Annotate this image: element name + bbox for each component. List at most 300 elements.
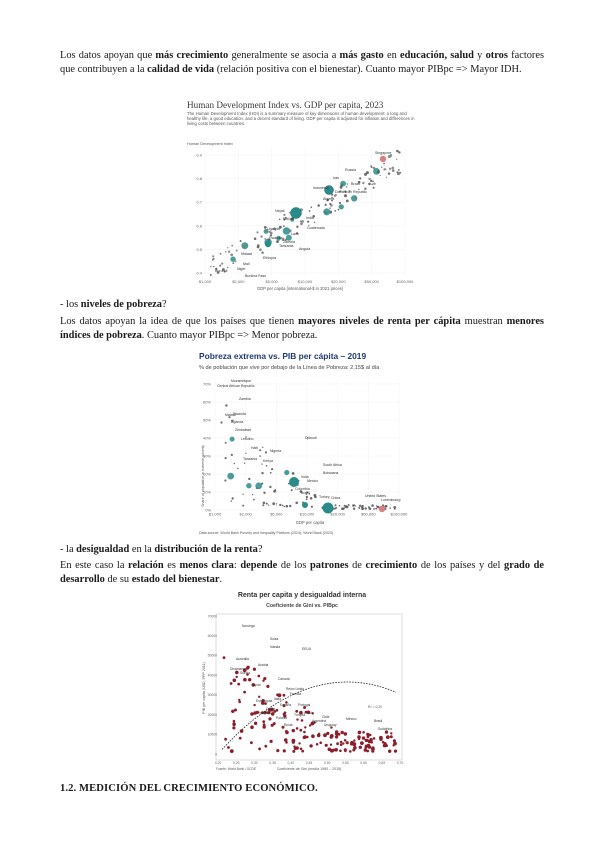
figure2-point — [244, 463, 245, 464]
figure3-point — [317, 734, 321, 738]
figure1-point — [257, 246, 260, 249]
figure3-country-label: Australia — [236, 657, 249, 661]
figure1-point — [213, 258, 215, 260]
figure2-point — [245, 453, 246, 454]
figure3-point — [283, 749, 286, 752]
figure3-country-label: Corea — [266, 707, 275, 711]
figure3-point — [263, 677, 266, 680]
figure1-country-label: Uganda — [267, 227, 280, 231]
figure3-point — [390, 732, 392, 734]
figure3-x-tick: 0,70 — [396, 761, 404, 765]
figure1-point — [240, 240, 242, 242]
figure1-country-label: Algeria — [323, 197, 335, 201]
figure2-point — [348, 504, 350, 506]
paragraph-poverty-question: - los niveles de pobreza? — [60, 299, 167, 310]
figure2-x-tick: $10,000 — [299, 511, 315, 517]
figure3-country-label: Argentina — [312, 719, 327, 723]
figure3-x-tick: 0,60 — [360, 761, 367, 765]
figure3-point — [316, 743, 319, 746]
figure3-point — [372, 746, 375, 749]
figure2-point — [276, 503, 277, 504]
figure3-point — [358, 737, 361, 740]
figure3-country-label: Suecia — [240, 671, 251, 675]
figure3-point — [368, 740, 371, 743]
figure3-point — [336, 742, 339, 745]
figure3-point — [227, 746, 230, 749]
figure2-point — [263, 502, 266, 505]
figure3-point — [335, 735, 338, 738]
figure3-point — [344, 748, 347, 751]
figure3-country-label: Eslovaquia — [256, 699, 273, 703]
figure1-point — [236, 250, 238, 252]
figure2-point — [362, 507, 364, 509]
figure1-y-ticks — [196, 153, 202, 276]
figure3-point — [311, 734, 315, 738]
figure2-country-label: Colombia — [295, 487, 310, 491]
figure2-point — [232, 497, 234, 499]
figure3-country-labels — [230, 624, 392, 731]
figure3-country-label: Turquía — [294, 713, 306, 717]
figure1-country-label: Guatemala — [307, 226, 325, 230]
figure3-point — [292, 739, 296, 743]
figure2-y-tick: 60% — [202, 399, 211, 405]
figure3-point — [231, 710, 234, 713]
figure3-point — [285, 731, 289, 735]
figure2-point — [272, 502, 275, 505]
figure2-source: Data source: World Bank Poverty and Inequality Platform (2024); World Bank (2023) — [199, 531, 334, 535]
figure1-point — [359, 177, 361, 179]
figure1-point — [318, 204, 320, 206]
figure1-point — [232, 262, 234, 264]
figure3-point — [339, 750, 342, 753]
figure1-point — [334, 210, 336, 212]
figure1-country-label: Tanzania — [279, 244, 294, 248]
figure3-point — [349, 750, 352, 753]
figure3-point — [364, 748, 367, 751]
figure2-point — [265, 451, 267, 453]
figure3-point — [295, 746, 299, 750]
figure3-point — [239, 737, 242, 740]
figure1-country-label: Malawi — [241, 252, 253, 256]
figure3-x-ticks — [215, 761, 404, 765]
figure3-y-tick: 60000 — [207, 634, 217, 639]
figure2-country-label: Central African Republic — [217, 384, 255, 388]
figure3-point — [365, 746, 368, 749]
figure2-point — [335, 504, 337, 506]
figure3-point — [237, 683, 240, 686]
figure3-point — [293, 745, 295, 747]
figure3-ylabel: PIB per capita (USD, PPP 2011) — [202, 662, 206, 714]
figure1-country-label: Zambia — [283, 240, 295, 244]
figure2-point — [295, 502, 298, 505]
figure3-country-label: Francia — [290, 692, 301, 696]
figure3-point — [258, 748, 261, 751]
figure2-point — [306, 498, 308, 500]
figure2-point — [369, 507, 372, 510]
figure1-point — [371, 184, 373, 186]
figure3-point — [250, 741, 253, 744]
figure2-x-tick: $100,000 — [390, 511, 408, 517]
figure1-point — [383, 163, 385, 165]
figure1-country-label: Ethiopia — [263, 256, 276, 260]
figure1-subtitle: The Human Development Index (HDI) is a summary measure of key dimensions of human development: a long and healthy life, a good education, and a decent standard of living. GDP per capita is adjusted for inflation and differences in living costs between countries. — [187, 111, 415, 127]
figure2-point — [371, 504, 374, 507]
figure1-point — [346, 186, 348, 188]
figure2-point — [365, 507, 367, 509]
figure3-country-label: Sudáfrica — [378, 727, 392, 731]
figure2-point — [292, 472, 295, 475]
figure2-y-tick: 70% — [202, 381, 211, 387]
figure2-point — [353, 504, 355, 506]
figure2-country-label: Rwanda — [233, 412, 246, 416]
figure2-point — [389, 507, 391, 509]
figure3-point — [330, 744, 332, 746]
figure1-point — [347, 183, 349, 185]
figure1-point — [254, 237, 257, 240]
figure3-point — [276, 693, 279, 696]
figure1-point — [296, 226, 298, 228]
figure2-point — [242, 505, 244, 507]
figure1-point — [279, 219, 281, 221]
figure2-x-tick: $5,000 — [270, 511, 283, 517]
figure1-point — [235, 261, 237, 263]
figure2-y-tick: 20% — [202, 471, 211, 477]
figure2-point — [377, 506, 378, 507]
figure-poverty-vs-gdp — [195, 348, 408, 538]
figure1-point — [340, 186, 343, 189]
figure2-point-china — [323, 503, 334, 514]
figure3-point — [346, 741, 349, 744]
figure3-point — [270, 740, 273, 743]
figure3-point — [296, 727, 299, 730]
figure1-point — [283, 214, 285, 216]
figure3-point — [366, 733, 369, 736]
figure1-country-label: Burkina Faso — [245, 274, 267, 278]
figure2-point — [286, 505, 289, 508]
figure2-country-label: United States — [365, 494, 387, 498]
figure1-point — [370, 165, 372, 167]
figure1-point — [228, 251, 230, 253]
figure2-point — [225, 457, 227, 459]
figure2-point — [261, 463, 262, 464]
figure3-point — [344, 739, 347, 742]
figure2-country-label: India — [301, 475, 309, 479]
figure2-country-label: Mozambique — [231, 379, 252, 383]
figure2-point — [358, 507, 359, 508]
figure1-x-tick: $2,000 — [232, 279, 245, 284]
figure3-point — [373, 737, 376, 740]
figure2-point — [230, 437, 235, 442]
figure2-country-label: Nigeria — [270, 449, 282, 453]
figure1-point — [256, 231, 258, 233]
paragraph-inequality-question: - la desigualdad en la distribución de la renta? — [60, 544, 263, 555]
figure1-point — [260, 235, 262, 237]
figure1-x-tick: $10,000 — [297, 279, 313, 284]
figure1-country-label: Laos — [291, 232, 299, 236]
figure1-country-label: Dominican Republic — [335, 190, 367, 194]
figure3-x-tick: 0,55 — [342, 761, 349, 765]
figure1-point — [392, 167, 395, 170]
figure1-point — [220, 253, 222, 255]
figure1-point — [219, 265, 221, 267]
figure3-point — [342, 742, 344, 744]
figure2-point — [344, 505, 346, 507]
figure2-country-label: China — [331, 496, 341, 500]
figure3-point — [266, 685, 269, 688]
figure2-point — [311, 506, 313, 508]
figure3-country-label: Canadá — [278, 677, 290, 681]
figure2-point — [242, 494, 243, 495]
figure3-country-label: Brasil — [374, 719, 383, 723]
figure-hdi-vs-gdp — [183, 97, 417, 293]
figure1-point — [386, 177, 387, 178]
figure3-subtitle: Coeficiente de Gini vs. PIBpc — [266, 603, 338, 609]
figure3-y-tick: 30000 — [207, 693, 217, 698]
figure3-y-tick: 40000 — [207, 673, 217, 678]
figure1-point — [308, 221, 310, 223]
figure1-point — [221, 263, 223, 265]
figure3-point — [362, 736, 365, 739]
figure3-point — [350, 742, 354, 746]
figure2-point — [224, 479, 226, 481]
figure3-point — [371, 750, 374, 753]
figure3-point — [393, 739, 396, 742]
figure3-point — [258, 696, 260, 698]
figure1-point — [392, 169, 395, 172]
figure2-country-label: Haiti — [251, 446, 259, 450]
figure3-point — [223, 656, 226, 659]
figure2-point — [231, 454, 233, 456]
figure3-x-tick: 0,30 — [251, 761, 258, 765]
figure3-point — [248, 678, 251, 681]
figure2-country-label: Lesotho — [241, 437, 254, 441]
figure1-point — [210, 274, 212, 276]
figure3-point — [328, 748, 332, 752]
figure3-point — [303, 735, 307, 739]
figure3-point — [390, 735, 393, 738]
figure3-x-tick: 0,40 — [287, 761, 295, 765]
figure1-point — [366, 171, 369, 174]
figure2-point — [246, 483, 251, 488]
figure1-point — [301, 220, 304, 223]
figure1-point-singapore — [380, 156, 386, 162]
figure2-country-label: South Africa — [323, 463, 342, 467]
figure3-point — [233, 720, 236, 723]
figure3-point — [362, 731, 365, 734]
figure2-point — [259, 449, 261, 451]
figure2-point — [252, 494, 253, 495]
figure2-country-label: Luxembourg — [381, 498, 401, 502]
figure1-country-label: Angola — [299, 247, 311, 251]
figure2-point — [262, 504, 264, 506]
figure3-point — [334, 748, 338, 752]
figure3-point — [385, 743, 387, 745]
figure3-country-label: Irlanda — [270, 645, 281, 649]
figure1-point — [355, 197, 358, 200]
figure3-country-label: EEUU — [302, 647, 312, 651]
figure1-point — [398, 151, 400, 153]
figure3-point — [243, 691, 246, 694]
figure1-point — [370, 180, 372, 182]
figure3-country-label: Reino Unido — [286, 687, 305, 691]
figure3-point — [358, 731, 361, 734]
figure2-country-label: Djibouti — [305, 436, 317, 440]
figure3-point — [283, 694, 286, 697]
figure1-point — [210, 266, 212, 268]
figure2-country-label: Botswana — [323, 471, 339, 475]
figure2-x-tick: $1,000 — [208, 511, 222, 517]
figure3-point — [284, 711, 287, 714]
figure2-country-label: Kenya — [263, 459, 273, 463]
figure1-x-tick: $5,000 — [265, 279, 278, 284]
figure2-point — [279, 504, 281, 506]
figure3-point — [276, 709, 279, 712]
figure2-country-label: Tanzania — [243, 457, 258, 461]
figure1-x-tick: $100,000 — [396, 279, 414, 284]
figure3-x-tick: 0,25 — [232, 761, 240, 765]
figure3-point — [353, 746, 357, 750]
figure3-x-tick: 0,50 — [323, 761, 331, 765]
figure1-country-label: Russia — [345, 168, 356, 172]
figure3-x-tick: 0,65 — [378, 761, 386, 765]
figure1-point — [338, 209, 340, 211]
figure1-title: Human Development Index vs. GDP per capita, 2023 — [187, 100, 384, 110]
figure1-xlabel: GDP per capita (international-$ in 2021 prices) — [256, 286, 344, 291]
figure1-point — [276, 240, 279, 243]
figure2-country-label: Uganda — [231, 420, 244, 424]
figure3-point — [240, 729, 244, 733]
figure1-country-label: Indonesia — [313, 186, 329, 190]
figure3-point — [224, 738, 227, 741]
figure2-point — [310, 497, 313, 500]
figure3-y-tick: 70000 — [207, 614, 217, 619]
figure1-point — [388, 155, 391, 158]
figure3-point — [233, 679, 237, 683]
figure1-point — [311, 206, 313, 208]
figure2-title: Pobreza extrema vs. PIB per cápita – 2019 — [199, 351, 367, 361]
figure1-point — [344, 194, 347, 197]
figure3-country-label: Austria — [258, 663, 269, 667]
figure1-point — [212, 255, 214, 257]
figure2-country-label: Zambia — [239, 397, 251, 401]
figure2-point — [306, 496, 308, 498]
figure2-point — [283, 506, 285, 508]
figure1-country-label: Singapore — [375, 151, 392, 155]
figure3-point — [359, 746, 362, 749]
figure3-trend-label: R² = 0,20 — [368, 705, 383, 709]
figure1-point — [378, 170, 380, 172]
figure3-point — [230, 682, 233, 685]
figure3-point — [234, 709, 237, 712]
figure1-point — [388, 173, 390, 175]
figure2-point-us — [379, 506, 385, 512]
figure3-point — [344, 732, 348, 736]
figure2-point — [271, 468, 273, 470]
figure1-point — [373, 187, 375, 189]
figure1-point — [309, 210, 311, 212]
figure2-point — [291, 489, 293, 491]
figure3-x-tick: 0,35 — [269, 761, 276, 765]
figure2-y-tick: 0% — [205, 507, 211, 513]
figure1-point — [300, 222, 303, 225]
figure2-point — [385, 505, 388, 508]
figure3-point — [386, 735, 390, 739]
figure2-point — [269, 486, 271, 488]
figure2-point — [237, 468, 239, 470]
figure2-point — [359, 505, 361, 507]
figure3-country-label: España — [280, 703, 292, 707]
figure3-point — [250, 725, 254, 729]
figure3-point — [230, 749, 234, 753]
figure2-point — [346, 506, 349, 509]
figure2-point — [375, 508, 377, 510]
paragraph-inequality: En este caso la relación es menos clara: depende de los patrones de crecimiento de los países y del grado de desarrollo de su estado del bienestar. — [60, 560, 544, 586]
figure1-y-tick: 0.9 — [196, 152, 202, 158]
figure1-x-tick: $50,000 — [364, 279, 379, 284]
figure1-country-label: Rwanda — [269, 236, 283, 240]
figure3-country-label: Noruega — [242, 624, 255, 628]
figure3-point — [353, 739, 355, 741]
figure3-point — [340, 744, 343, 747]
figure2-point — [253, 499, 255, 501]
figure3-point — [303, 731, 306, 734]
figure1-country-label: India — [306, 216, 314, 220]
figure1-point — [346, 200, 349, 203]
figure3-source: Fuente: World Bank / OCDE — [216, 767, 256, 771]
figure2-point — [231, 500, 233, 502]
figure2-point — [261, 472, 263, 474]
figure1-point — [362, 182, 364, 184]
figure1-country-label: Brazil — [351, 182, 360, 186]
figure2-point — [353, 508, 355, 510]
figure3-x-tick: 0,45 — [305, 761, 313, 765]
figure3-country-label: Hungría — [258, 711, 270, 715]
figure3-country-label: Suiza — [270, 637, 279, 641]
figure1-point — [231, 245, 233, 247]
figure3-point — [296, 718, 298, 720]
figure3-country-label: México — [346, 717, 357, 721]
figure1-point — [372, 181, 374, 183]
figure1-point — [368, 178, 370, 180]
figure1-point — [383, 168, 385, 170]
figure3-point — [257, 675, 260, 678]
figure2-point — [284, 470, 289, 475]
figure3-point — [285, 741, 288, 744]
figure3-point — [263, 723, 266, 726]
figure3-point — [392, 744, 394, 746]
figure3-country-label: Dinamarca — [230, 667, 246, 671]
figure3-y-tick: 50000 — [207, 653, 217, 658]
figure1-point — [225, 251, 226, 252]
figure2-country-labels — [217, 379, 401, 502]
figure3-point — [382, 741, 385, 744]
figure3-country-label: Japón — [252, 683, 261, 687]
figure1-x-tick: $1,000 — [198, 279, 212, 284]
figure2-y-tick: 50% — [202, 417, 211, 423]
figure3-country-label: Italia — [274, 697, 281, 701]
figure2-point-brazil — [302, 502, 308, 508]
figure1-country-labels — [215, 151, 391, 278]
figure3-point — [330, 736, 333, 739]
figure3-point — [268, 717, 271, 720]
figure3-point — [309, 744, 312, 747]
figure3-point — [304, 726, 306, 728]
figure1-point — [323, 208, 330, 215]
figure1-point — [329, 207, 331, 209]
figure1-y-tick: 0.4 — [196, 270, 202, 276]
figure3-country-label: Portugal — [298, 703, 311, 707]
figure2-x-ticks — [209, 512, 408, 517]
